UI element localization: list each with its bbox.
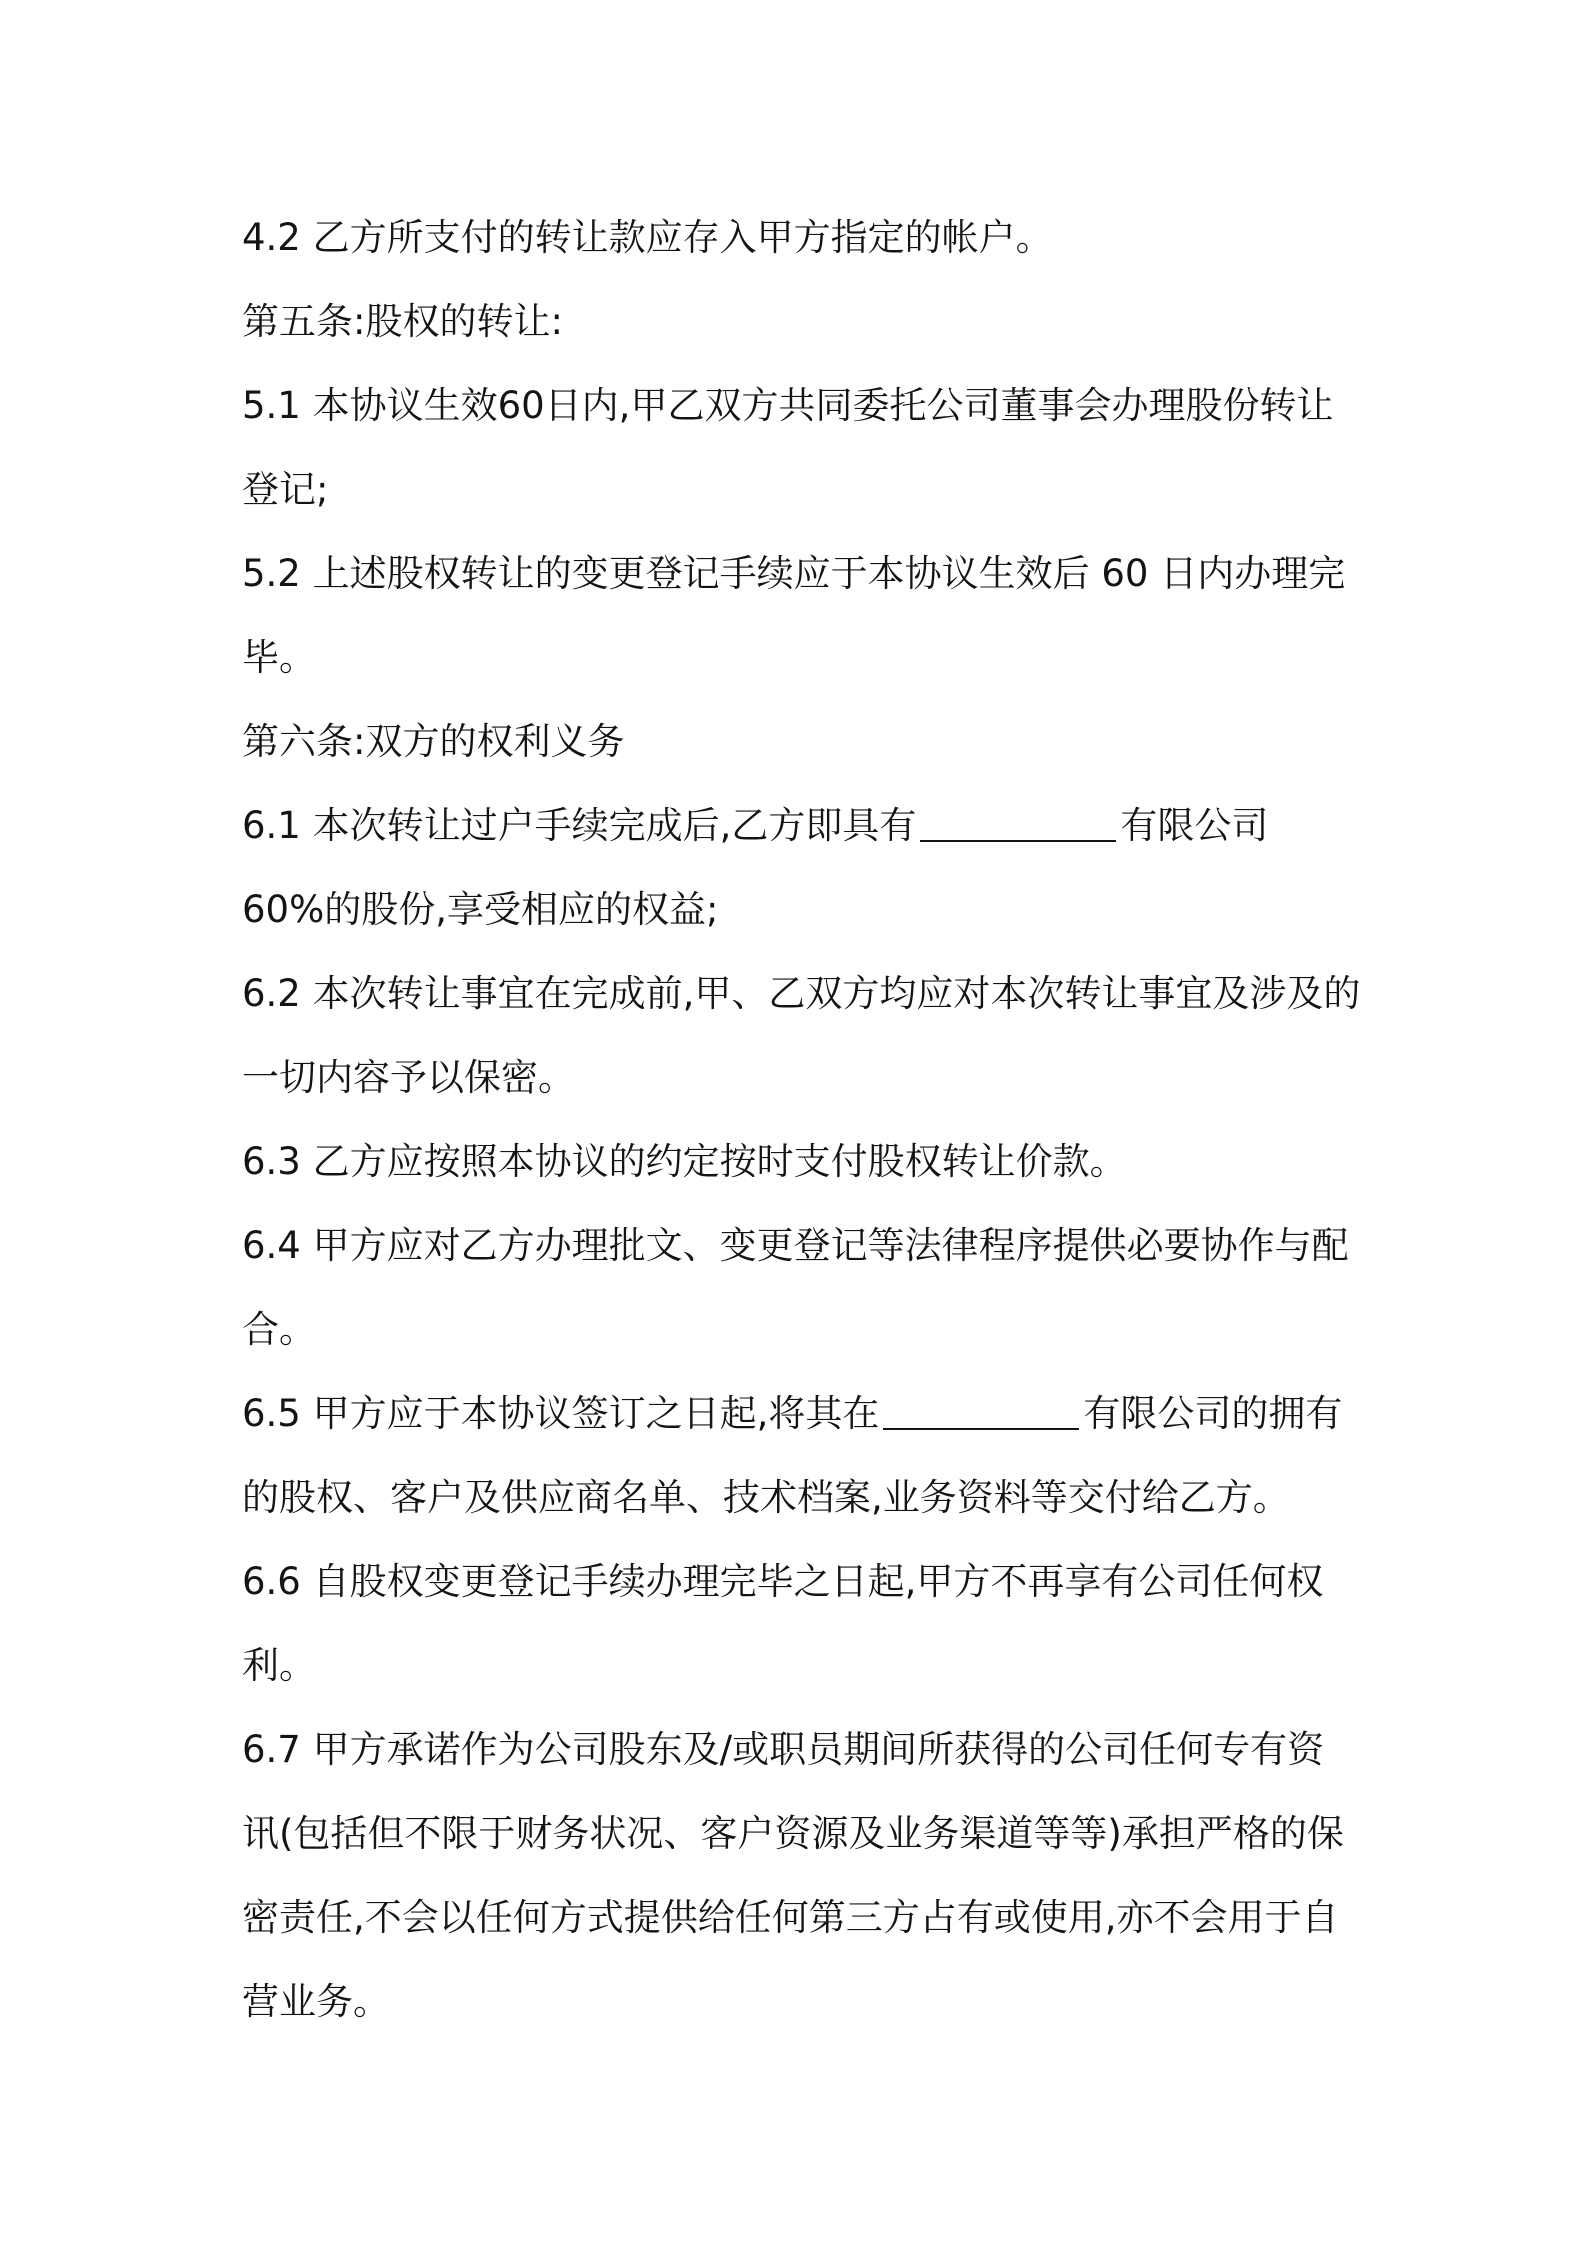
clause-6-2-line-1: 6.2 本次转让事宜在完成前,甲、乙双方均应对本次转让事宜及涉及的	[242, 972, 1361, 1015]
clause-6-4-line-1: 6.4 甲方应对乙方办理批文、变更登记等法律程序提供必要协作与配	[242, 1224, 1349, 1267]
clause-6-5-text-before-blank: 6.5 甲方应于本协议签订之日起,将其在	[242, 1392, 880, 1435]
clause-5-1-line-1: 5.1 本协议生效60日内,甲乙双方共同委托公司董事会办理股份转让	[242, 384, 1334, 427]
clause-5-1-line-2: 登记;	[242, 468, 329, 511]
clause-5-2-line-2: 毕。	[242, 636, 316, 679]
clause-6-4-line-2: 合。	[242, 1308, 316, 1351]
article-5-heading: 第五条:股权的转让:	[242, 300, 563, 343]
company-name-blank	[883, 1398, 1079, 1430]
clause-4-2: 4.2 乙方所支付的转让款应存入甲方指定的帐户。	[242, 216, 1053, 259]
clause-6-5-line-1	[242, 1372, 1362, 1456]
contract-text-body	[242, 196, 1362, 2044]
clause-6-7-line-4: 营业务。	[242, 1980, 390, 2023]
clause-6-5-text-after-blank: 有限公司的拥有	[1083, 1392, 1343, 1435]
clause-6-5-line-2: 的股权、客户及供应商名单、技术档案,业务资料等交付给乙方。	[242, 1476, 1290, 1519]
clause-6-7-line-3: 密责任,不会以任何方式提供给任何第三方占有或使用,亦不会用于自	[242, 1896, 1339, 1939]
clause-6-1-line-2: 60%的股份,享受相应的权益;	[242, 888, 719, 931]
clause-6-1-text-after-blank: 有限公司	[1120, 804, 1269, 847]
clause-5-2-line-1: 5.2 上述股权转让的变更登记手续应于本协议生效后 60 日内办理完	[242, 552, 1346, 595]
clause-6-7-line-1: 6.7 甲方承诺作为公司股东及/或职员期间所获得的公司任何专有资	[242, 1728, 1325, 1771]
clause-6-7-line-2: 讯(包括但不限于财务状况、客户资源及业务渠道等等)承担严格的保	[242, 1812, 1344, 1855]
clause-6-6-line-1: 6.6 自股权变更登记手续办理完毕之日起,甲方不再享有公司任何权	[242, 1560, 1324, 1603]
clause-6-3: 6.3 乙方应按照本协议的约定按时支付股权转让价款。	[242, 1140, 1127, 1183]
clause-6-1-text-before-blank: 6.1 本次转让过户手续完成后,乙方即具有	[242, 804, 917, 847]
article-6-heading: 第六条:双方的权利义务	[242, 720, 625, 763]
company-name-blank	[920, 810, 1116, 842]
clause-6-6-line-2: 利。	[242, 1644, 316, 1687]
clause-6-2-line-2: 一切内容予以保密。	[242, 1056, 575, 1099]
clause-6-1-line-1	[242, 784, 1362, 868]
